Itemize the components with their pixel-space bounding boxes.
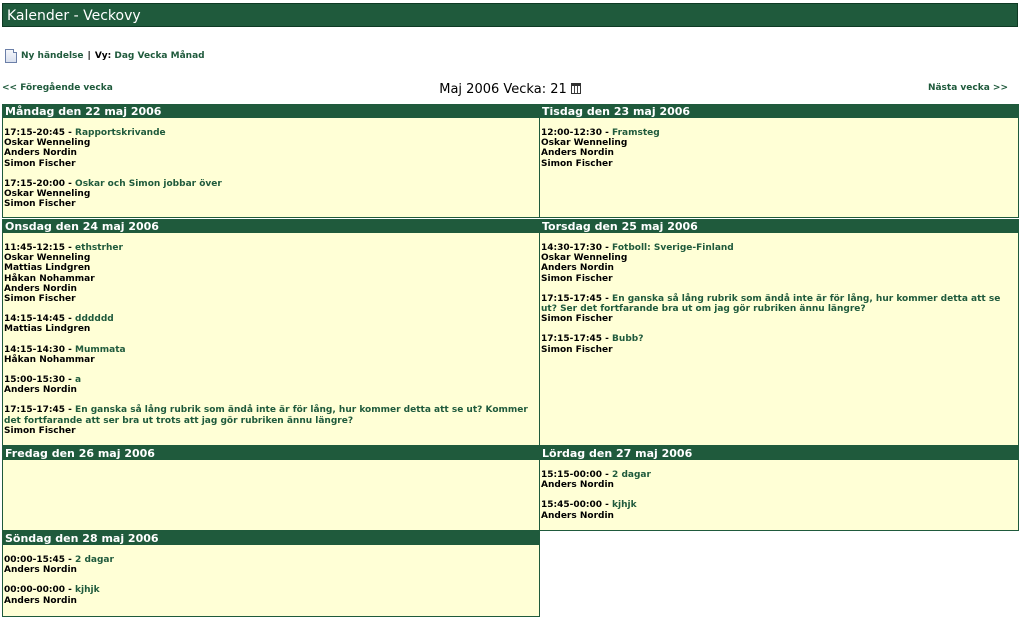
event-participant: Oskar Wenneling <box>4 189 91 200</box>
calendar-event <box>4 243 538 304</box>
event-title-link[interactable]: Bubb? <box>612 334 644 345</box>
calendar-icon[interactable] <box>571 83 581 94</box>
event-participant: Anders Nordin <box>541 263 614 274</box>
event-heading <box>541 470 1017 480</box>
event-title-link[interactable]: dddddd <box>75 314 114 325</box>
toolbar-separator: | <box>87 51 91 61</box>
day-cell[interactable] <box>2 531 540 617</box>
event-participant: Anders Nordin <box>4 283 77 294</box>
event-participant: Anders Nordin <box>4 595 77 606</box>
event-participant: Oskar Wenneling <box>541 138 628 149</box>
calendar-event <box>4 179 538 210</box>
event-participant: Anders Nordin <box>4 565 77 576</box>
event-time: 15:00-15:30 - <box>4 375 76 386</box>
event-title-link[interactable]: Rapportskrivande <box>75 128 166 138</box>
calendar-event <box>541 294 1017 325</box>
event-time: 11:45-12:15 - <box>4 243 76 253</box>
calendar-event <box>541 500 1017 520</box>
event-participant: Anders Nordin <box>541 480 614 491</box>
event-time: 17:15-17:45 - <box>541 293 613 304</box>
event-heading <box>4 314 538 324</box>
event-participant: Anders Nordin <box>541 148 614 159</box>
calendar-event <box>541 128 1017 169</box>
day-header: Fredag den 26 maj 2006 <box>3 447 539 460</box>
event-heading <box>541 334 1017 344</box>
event-title-link[interactable]: Mummata <box>75 344 126 355</box>
event-participant: Simon Fischer <box>541 158 613 169</box>
calendar-event <box>4 345 538 365</box>
event-title-link[interactable]: Oskar och Simon jobbar över <box>75 178 222 189</box>
new-event-link[interactable]: Ny händelse <box>21 51 84 61</box>
event-time: 15:45-00:00 - <box>541 500 613 511</box>
event-title-link[interactable]: ethstrher <box>75 243 123 253</box>
event-heading <box>4 375 538 385</box>
event-time: 14:15-14:45 - <box>4 314 76 325</box>
event-participant: Anders Nordin <box>4 385 77 396</box>
week-title-text: Maj 2006 Vecka: 21 <box>439 82 567 97</box>
event-participant: Simon Fischer <box>4 294 76 305</box>
day-header: Tisdag den 23 maj 2006 <box>540 105 1018 118</box>
day-events <box>3 118 539 221</box>
event-participant: Anders Nordin <box>4 148 77 159</box>
event-time: 00:00-15:45 - <box>4 555 76 565</box>
event-participant: Simon Fischer <box>4 425 76 436</box>
event-time: 00:00-00:00 - <box>4 585 76 596</box>
view-week-link[interactable]: Vecka <box>137 51 168 61</box>
day-cell[interactable] <box>539 104 1019 218</box>
day-header: Lördag den 27 maj 2006 <box>540 447 1018 460</box>
view-label: Vy: <box>94 51 112 61</box>
event-participant: Simon Fischer <box>4 158 76 169</box>
event-title-link[interactable]: 2 dagar <box>612 470 651 480</box>
view-month-link[interactable]: Månad <box>170 51 205 61</box>
event-participant: Mattias Lindgren <box>4 324 91 335</box>
event-heading <box>4 585 538 595</box>
next-week-link[interactable]: Nästa vecka >> <box>927 83 1008 93</box>
day-header: Onsdag den 24 maj 2006 <box>3 220 539 233</box>
day-events <box>3 460 539 472</box>
event-title-link[interactable]: Framsteg <box>612 128 660 138</box>
day-events <box>540 118 1018 181</box>
event-participant: Mattias Lindgren <box>4 263 91 274</box>
event-time: 17:15-17:45 - <box>4 405 76 416</box>
event-title-link[interactable]: En ganska så lång rubrik som ändå inte är för lång, hur kommer detta att se ut? Ser det fortfarande bra ut om jag gör rubriken ännu längre? <box>541 293 1001 315</box>
calendar-event <box>4 405 538 436</box>
day-events <box>3 545 539 618</box>
event-time: 15:15-00:00 - <box>541 470 613 480</box>
event-participant: Simon Fischer <box>541 314 613 325</box>
event-participant: Håkan Nohammar <box>4 273 95 284</box>
view-day-link[interactable]: Dag <box>114 51 135 61</box>
calendar-event <box>4 555 538 575</box>
event-participant: Oskar Wenneling <box>541 253 628 264</box>
event-heading <box>4 555 538 565</box>
event-title-link[interactable]: kjhjk <box>75 585 100 596</box>
day-cell[interactable] <box>2 446 540 531</box>
event-heading <box>4 243 538 253</box>
day-cell[interactable] <box>539 446 1019 531</box>
event-heading <box>4 405 538 425</box>
event-participant: Simon Fischer <box>541 273 613 284</box>
day-events <box>540 460 1018 533</box>
calendar-event <box>541 243 1017 284</box>
event-time: 12:00-12:30 - <box>541 128 613 138</box>
event-participant: Anders Nordin <box>541 510 614 521</box>
event-title-link[interactable]: kjhjk <box>612 500 637 511</box>
day-cell[interactable] <box>2 219 540 446</box>
event-heading <box>4 345 538 355</box>
new-document-icon[interactable] <box>5 49 17 63</box>
calendar-event <box>4 375 538 395</box>
event-time: 17:15-20:00 - <box>4 178 76 189</box>
previous-week-link[interactable]: << Föregående vecka <box>2 83 113 93</box>
event-title-link[interactable]: Fotboll: Sverige-Finland <box>612 243 734 253</box>
calendar-event <box>541 470 1017 490</box>
week-title <box>2 82 1018 97</box>
event-title-link[interactable]: 2 dagar <box>75 555 114 565</box>
calendar-event <box>4 314 538 334</box>
event-title-link[interactable]: En ganska så lång rubrik som ändå inte är för lång, hur kommer detta att se ut? Kommer det fortfarande att ser bra ut trots att jag gör rubriken ännu längre? <box>4 405 528 426</box>
event-participant: Simon Fischer <box>4 199 76 210</box>
event-heading <box>541 128 1017 138</box>
day-header: Torsdag den 25 maj 2006 <box>540 220 1018 233</box>
event-participant: Oskar Wenneling <box>4 138 91 149</box>
event-time: 14:15-14:30 - <box>4 344 76 355</box>
day-header: Söndag den 28 maj 2006 <box>3 532 539 545</box>
calendar-event <box>541 334 1017 354</box>
calendar-event <box>4 128 538 169</box>
event-participant: Håkan Nohammar <box>4 354 95 365</box>
event-heading <box>4 128 538 138</box>
day-events <box>540 233 1018 367</box>
event-title-link[interactable]: a <box>75 375 82 386</box>
event-heading <box>541 294 1017 314</box>
week-navigation <box>2 80 1018 100</box>
event-heading <box>4 179 538 189</box>
day-cell[interactable] <box>539 219 1019 446</box>
event-participant: Oskar Wenneling <box>4 253 91 264</box>
day-header: Måndag den 22 maj 2006 <box>3 105 539 118</box>
event-time: 17:15-17:45 - <box>541 334 613 345</box>
event-heading <box>541 243 1017 253</box>
toolbar <box>5 49 205 63</box>
event-heading <box>541 500 1017 510</box>
event-time: 14:30-17:30 - <box>541 243 613 253</box>
event-participant: Simon Fischer <box>541 344 613 355</box>
day-events <box>3 233 539 448</box>
window-title: Kalender - Veckovy <box>2 3 1018 27</box>
calendar-event <box>4 585 538 605</box>
day-cell[interactable] <box>2 104 540 218</box>
event-time: 17:15-20:45 - <box>4 128 76 138</box>
